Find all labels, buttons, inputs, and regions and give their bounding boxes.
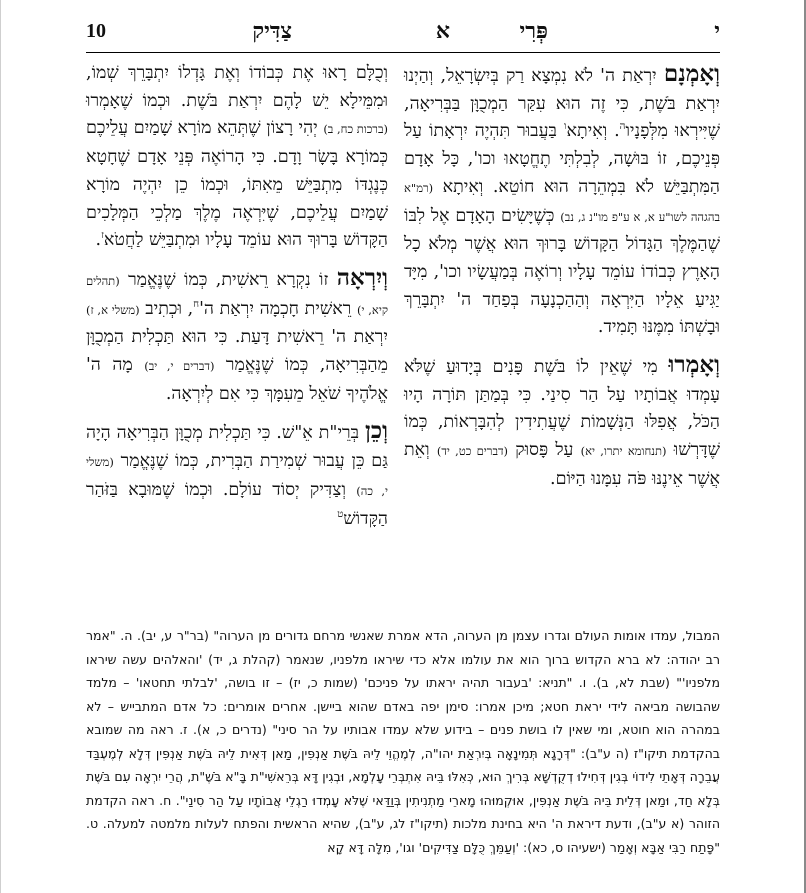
paragraph xyxy=(86,60,388,255)
main-text-right-column xyxy=(404,60,720,503)
source-citation: (תנחומא יתרו, יא) xyxy=(580,444,667,459)
main-text-left-column xyxy=(86,60,388,542)
page-edge-left xyxy=(0,0,1,893)
text-run: . xyxy=(95,230,102,251)
source-citation: (דברים כט, יד) xyxy=(436,444,509,459)
text-run: רֵאשִׁית חָכְמָה יִרְאַת ה' xyxy=(199,298,358,319)
text-run: מִי שֶׁאֵין לוֹ בֹּשֶׁת פָּנִים בְּיָדוּעַ שֶׁלֹּא עָמְדוּ אֲבוֹתָיו עַל הַר סִינַי. כִּי בְּמַתַּן תּוֹרָה הָיוּ הַכֹּל, אֲפִלּוּ הַנְּשָׁמוֹת שֶׁעֲתִידִין לְהִבָּרְאוֹת, כְּמוֹ שֶׁדָּרְשׁוּ xyxy=(404,357,720,461)
text-run: עַל פָּסוּק xyxy=(508,440,581,461)
paragraph xyxy=(86,264,388,409)
text-run: , וּכְתִיב xyxy=(139,298,194,319)
header-divider xyxy=(86,52,720,53)
header-volume-letter: א xyxy=(435,18,450,44)
text-run: זוֹ נִקְרָא רֵאשִׁית, כְּמוֹ שֶׁנֶּאֱמַר xyxy=(119,269,337,290)
source-citation: (משלי א, ז) xyxy=(86,302,140,317)
source-citation: (דברים י, יב) xyxy=(144,359,215,374)
text-run: בְּרֵי"ת אֵ"שׁ. כִּי תַּכְלִית מְכֻוָּן הַבְּרִיאָה הָיָה גַּם כֵּן עֲבוּר שְׁמִירַת הַבְּרִית, כְּמוֹ שֶׁנֶּאֱמַר xyxy=(86,423,388,472)
source-citation: (ברכות כח, ב) xyxy=(323,122,388,137)
footnote-marker: ט xyxy=(337,508,344,520)
footnote-marker: ח xyxy=(193,298,200,310)
footnotes-section xyxy=(86,624,720,893)
text-run: יִרְאַת ה' רֵאשִׁית דָּעַת. כִּי הוּא תַּכְלִית הַמְכֻוָּן מֵהַבְּרִיאָה, כְּמוֹ שֶׁנֶּאֱמַר xyxy=(86,327,388,376)
header-title-word-2: צַדִּיק xyxy=(252,18,292,44)
header-hebrew-page-letter: י xyxy=(714,18,720,44)
paragraph-lead-word: וְאָמְרוּ xyxy=(668,351,720,379)
text-run: וְכֻלָּם רָאוּ אֶת כְּבוֹדוֹ וְאֶת גָּדְלוֹ יִתְבָּרֵךְ שְׁמוֹ, וּמִמֵּילָא יֵשׁ לָהֶם יִרְאַת בֹּשֶׁת. וּכְמוֹ שֶׁאָמְרוּ xyxy=(86,63,388,111)
text-run: יְהִי רָצוֹן שֶׁתְּהֵא מוֹרָא שָׁמַיִם עֲלֵיכֶם כְּמוֹרָא בָּשָׂר וָדָם. כִּי הָרוֹאֶה פְּנֵי אָדָם שֶׁחָטָא כְּנֶגְדּוֹ מִתְבַּיֵּשׁ מֵאִתּוֹ, וּכְמוֹ כֵן יִהְיֶה מוֹרָא שָׁמַיִם עֲלֵיכֶם, שֶׁיִּרְאֶה מֶלֶךְ מַלְכֵי הַמְּלָכִים הַקָּדוֹשׁ בָּרוּךְ הוּא עוֹמֵד עָלָיו וּמִתְבַּיֵּשׁ לַחֲטֹא xyxy=(85,118,388,251)
text-run: בַּעֲבוּר תִּהְיֶה יִרְאָתוֹ עַל פְּנֵיכֶם, זוֹ בּוּשָׁה, לְבִלְתִּי תֶחֱטָאוּ וכו', כָּל אָדָם הַמִּתְבַּיֵּשׁ לֹא בִּמְהֵרָה הוּא חוֹטֵא. וְאִיתָא xyxy=(404,121,720,197)
text-run: מָה ה' אֱלֹהֶיךָ שֹׁאֵל מֵעִמָּךְ כִּי אִם לְיִרְאָה. xyxy=(86,355,388,404)
text-run: וְאֵת אֲשֶׁר אֵינֶנּוּ פֹּה עִמָּנוּ הַיּוֹם. xyxy=(404,440,720,489)
source-citation: (משלי י, כה) xyxy=(86,455,388,498)
source-citation: (תהלים קיא, י) xyxy=(86,273,389,317)
footnote-marker: ז xyxy=(101,230,104,242)
text-run: יִרְאַת ה' לֹא נִמְצָא רַק בְּיִשְׂרָאֵל, וְהַיְנוּ יִרְאַת בֹּשֶׁת, כִּי זֶה הוּא עִקַּר הַמְכֻוָּן בַּבְּרִיאָה, שֶׁיִּירְאוּ מִלְּפָנָיו xyxy=(404,66,720,142)
paragraph xyxy=(404,60,720,342)
text-run: וְצַדִּיק יְסוֹד עוֹלָם. וּכְמוֹ שֶׁמּוּבָא בַּזֹּהַר הַקָּדוֹשׁ xyxy=(86,479,388,529)
footnote-marker: ו xyxy=(563,121,567,133)
footnote-marker: ה xyxy=(619,121,626,133)
paragraph xyxy=(86,417,388,533)
paragraph-lead-word: וְכֵן xyxy=(365,417,388,445)
header-page-number: 10 xyxy=(86,20,106,42)
running-header xyxy=(86,16,720,50)
paragraph xyxy=(404,351,720,494)
paragraph-lead-word: וְיִרְאָה xyxy=(336,263,388,291)
text-run: . וְאִיתָא xyxy=(566,121,620,142)
header-title-word-1: פְּרִי xyxy=(519,18,548,44)
paragraph-lead-word: וְאָמְנָם xyxy=(663,60,720,87)
source-citation: (רמ"א בהגהה לשו"ע א, א ע"פ מו"נ ג, נב) xyxy=(404,180,721,224)
text-run: כְּשֶׁיָּשִׂים הָאָדָם אֶל לִבּוֹ שֶׁהַמֶּלֶךְ הַגָּדוֹל הַקָּדוֹשׁ בָּרוּךְ הוּא אֲשֶׁר מְלֹא כָל הָאָרֶץ כְּבוֹדוֹ עוֹמֵד עָלָיו וְרוֹאֶה בְּמַעֲשָׂיו וכו', מִיָּד יַגִּיעַ אֵלָיו הַיִּרְאָה וְהַהַכְנָעָה בְּפַחַד ה' יִתְבָּרֵךְ וּבָשְׁתּוֹ מִמֶּנּוּ תָּמִיד. xyxy=(404,205,720,338)
footnote-paragraph: המבול, עמדו אומות העולם וגדרו עצמן מן הערוה, הדא אמרת שאנשי מרחם גדורים מן הערוה" (בר"ר ע, יב). ה. "אמר רב יהודה: לא ברא הקדוש ברוך הוא את עולמו אלא כדי שיראו מלפניו, שנאמר (קהלת ג, יד) 'והאלהים עשה שיראו מלפניו'" (שבת לא, ב). ו. "תניא: 'בעבור תהיה יראתו על פניכם' (שמות כ, יז) – זו בושה, 'לבלתי תחטאו' – מלמד שהבושה מביאה לידי יראת חטא; מיכן אמרו: סימן יפה באדם שהוא ביישן. אחרים אומרים: כל אדם המתבייש – לא במהרה הוא חוטא, ומי שאין לו בושת פנים – בידוע שלא עמדו אבותיו על הר סיני" (נדרים כ, א). ז. ראה מה שמובא בהקדמת תיקו"ז (ה ע"ב): "דְּרָגָא תְּמִינָאָה בְּיִרְאַת יהו"ה, לְמֶהֱוֵי לֵיהּ בֹּשֶׁת אַנְפִּין, מַאן דְּאִית לֵיהּ בֹּשֶׁת אַנְפִּין דְּלָא לְמֶעְבַּד עֲבֵרָה דְּאָתֵי לִידוֹי בְּגִין דְּחִילוּ דְקֻדְשָׁא בְּרִיךְ הוּא, כְּאִלּוּ בֵּיהּ אִתְבְּרֵי עָלְמָא, וּבְגִין דָּא בְּרֵאשִׁי"ת בָּ"א בֹּשֶׁ"ת, הֲרֵי יִרְאָה עִם בֹּשֶׁת בְּלָא חַד, וּמַאן דְּלֵית בֵּיהּ בֹּשֶׁת אַנְפִּין, אוּקְמוּהוּ מָארֵי מַתְנִיתִין בְּוַדַּאי שֶׁלֹּא עָמְדוּ רַגְלֵי אֲבוֹתָיו עַל הַר סִינַי". ח. ראה הקדמת הזוהר (א ע"ב), ודעת דיראת ה' היא בחינת מלכות (תיקו"ז לג, ע"ב), שהיא הראשית והפתח לעלות מלמטה למעלה. ט. "פָּתַח רַבִּי אַבָּא וְאָמַר (ישעיהו ס, כא): 'וְעַמֵּךְ כֻּלָּם צַדִּיקִים' וגו', מִלָּה דָּא קָא xyxy=(86,628,720,855)
